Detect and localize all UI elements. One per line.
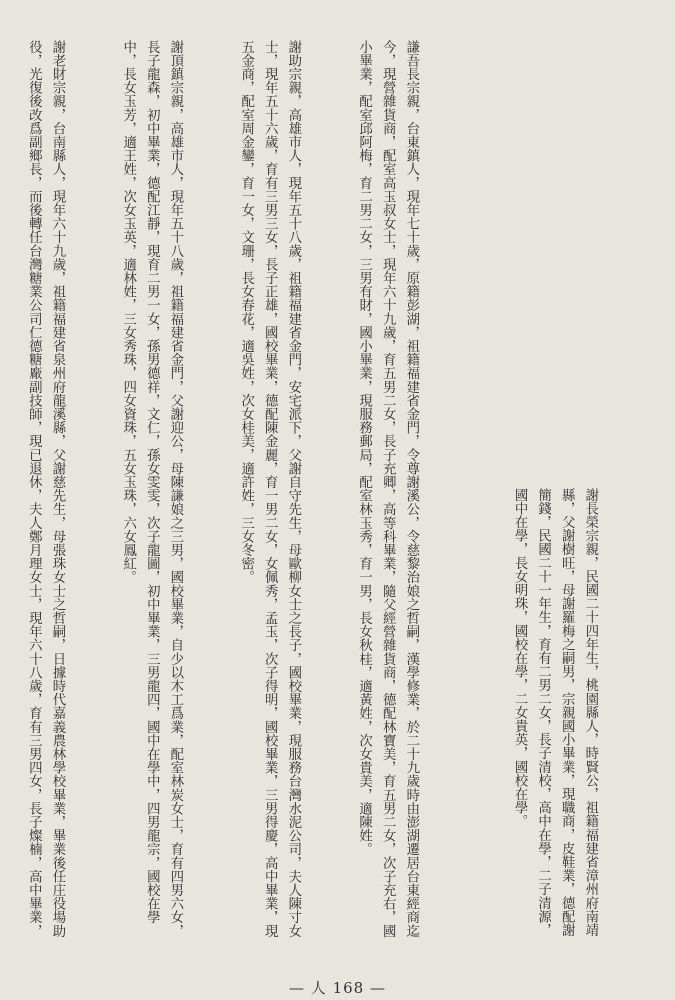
entry-xie-qianwu: 謙吾長宗親，台東鎮人，現年七十歲，原籍彭湖，祖籍福建省金門，令尊謝溪公，令慈黎治娘之哲嗣，漢學修業，於二十九歲時由澎湖遷居台東經商迄今，現營雜貨商，配室高玉叔女士，現年六十九歲，育五男二女，長子充卿，高等科畢業，隨父經營雜貨商，德配林寶美，育五男二女，次子充右，國小畢業，配室邱阿梅，育二男二女，三男有財，國小畢業，現服務郵局，配室林玉秀，育一男，長女秋桂，適黃姓，次女貴美，適陳姓。 xyxy=(356,40,419,938)
genealogy-entries-main xyxy=(25,40,470,946)
entry-xie-laocai: 謝老財宗親，台南縣人，現年六十九歲，祖籍福建省泉州府龍溪縣，父謝慈先生，母張珠女士之哲嗣，日據時代嘉義農林學校畢業，畢業後任庄役場助役，光復後改爲副鄉長，而後轉任台灣糖業公司仁德糖廠副技師，現已退休，夫人鄭月理女士，現年六十八歲，育有三男四女，長子燦楠，高中畢業， xyxy=(26,40,65,938)
entry-xie-dingzhen: 謝頂鎮宗親，高雄市人，現年五十八歲，祖籍福建省金門，父謝迎公，母陳謙娘之三男，國校畢業，自少以木工爲業，配室林炭女士，育有四男六女，長子龍森，初中畢業，德配江靜，現育二男一女，孫男德祥，文仁，孫女雯雯，次子龍圖，初中畢業，三男龍四，國中在學中，四男龍宗，國校在學中，長女玉芳，適王姓，次女玉英，適林姓，三女秀珠，四女資珠，五女玉珠，六女鳳紅。 xyxy=(120,40,183,938)
entry-xie-zhu: 謝助宗親，高雄市人，現年五十八歲，祖籍福建省金門，安宅派下，父謝自守先生，母歐柳女士之長子，國校畢業，現服務台灣水泥公司，夫人陳寸女士，現年五十六歲，育有三男三女，長子正雄，國校畢業，德配陳金麗，育一男二女，女佩秀，孟玉，次子得明，國校畢業，三男得慶，高中畢業，現五金商，配室周金鑾，育一女，文珊，長女春花，適吳姓，次女桂美，適許姓，三女冬密。 xyxy=(238,40,301,938)
genealogy-entries-right xyxy=(479,488,649,946)
page-number: — 人 168 — xyxy=(289,979,386,997)
entry-xie-changrong: 謝長榮宗親，民國二十四年生，桃園縣人，時賢公，祖籍福建省漳州府南靖縣，父謝樹旺，母謝羅梅之嗣男，宗親國小畢業，現職商，皮鞋業，德配謝簡錢，民國二十一年生，育有二男二女，長子清校，高中在學，二子清源，國中在學，長女明珠，國校在學，二女貴英，國校在學。 xyxy=(512,488,598,937)
